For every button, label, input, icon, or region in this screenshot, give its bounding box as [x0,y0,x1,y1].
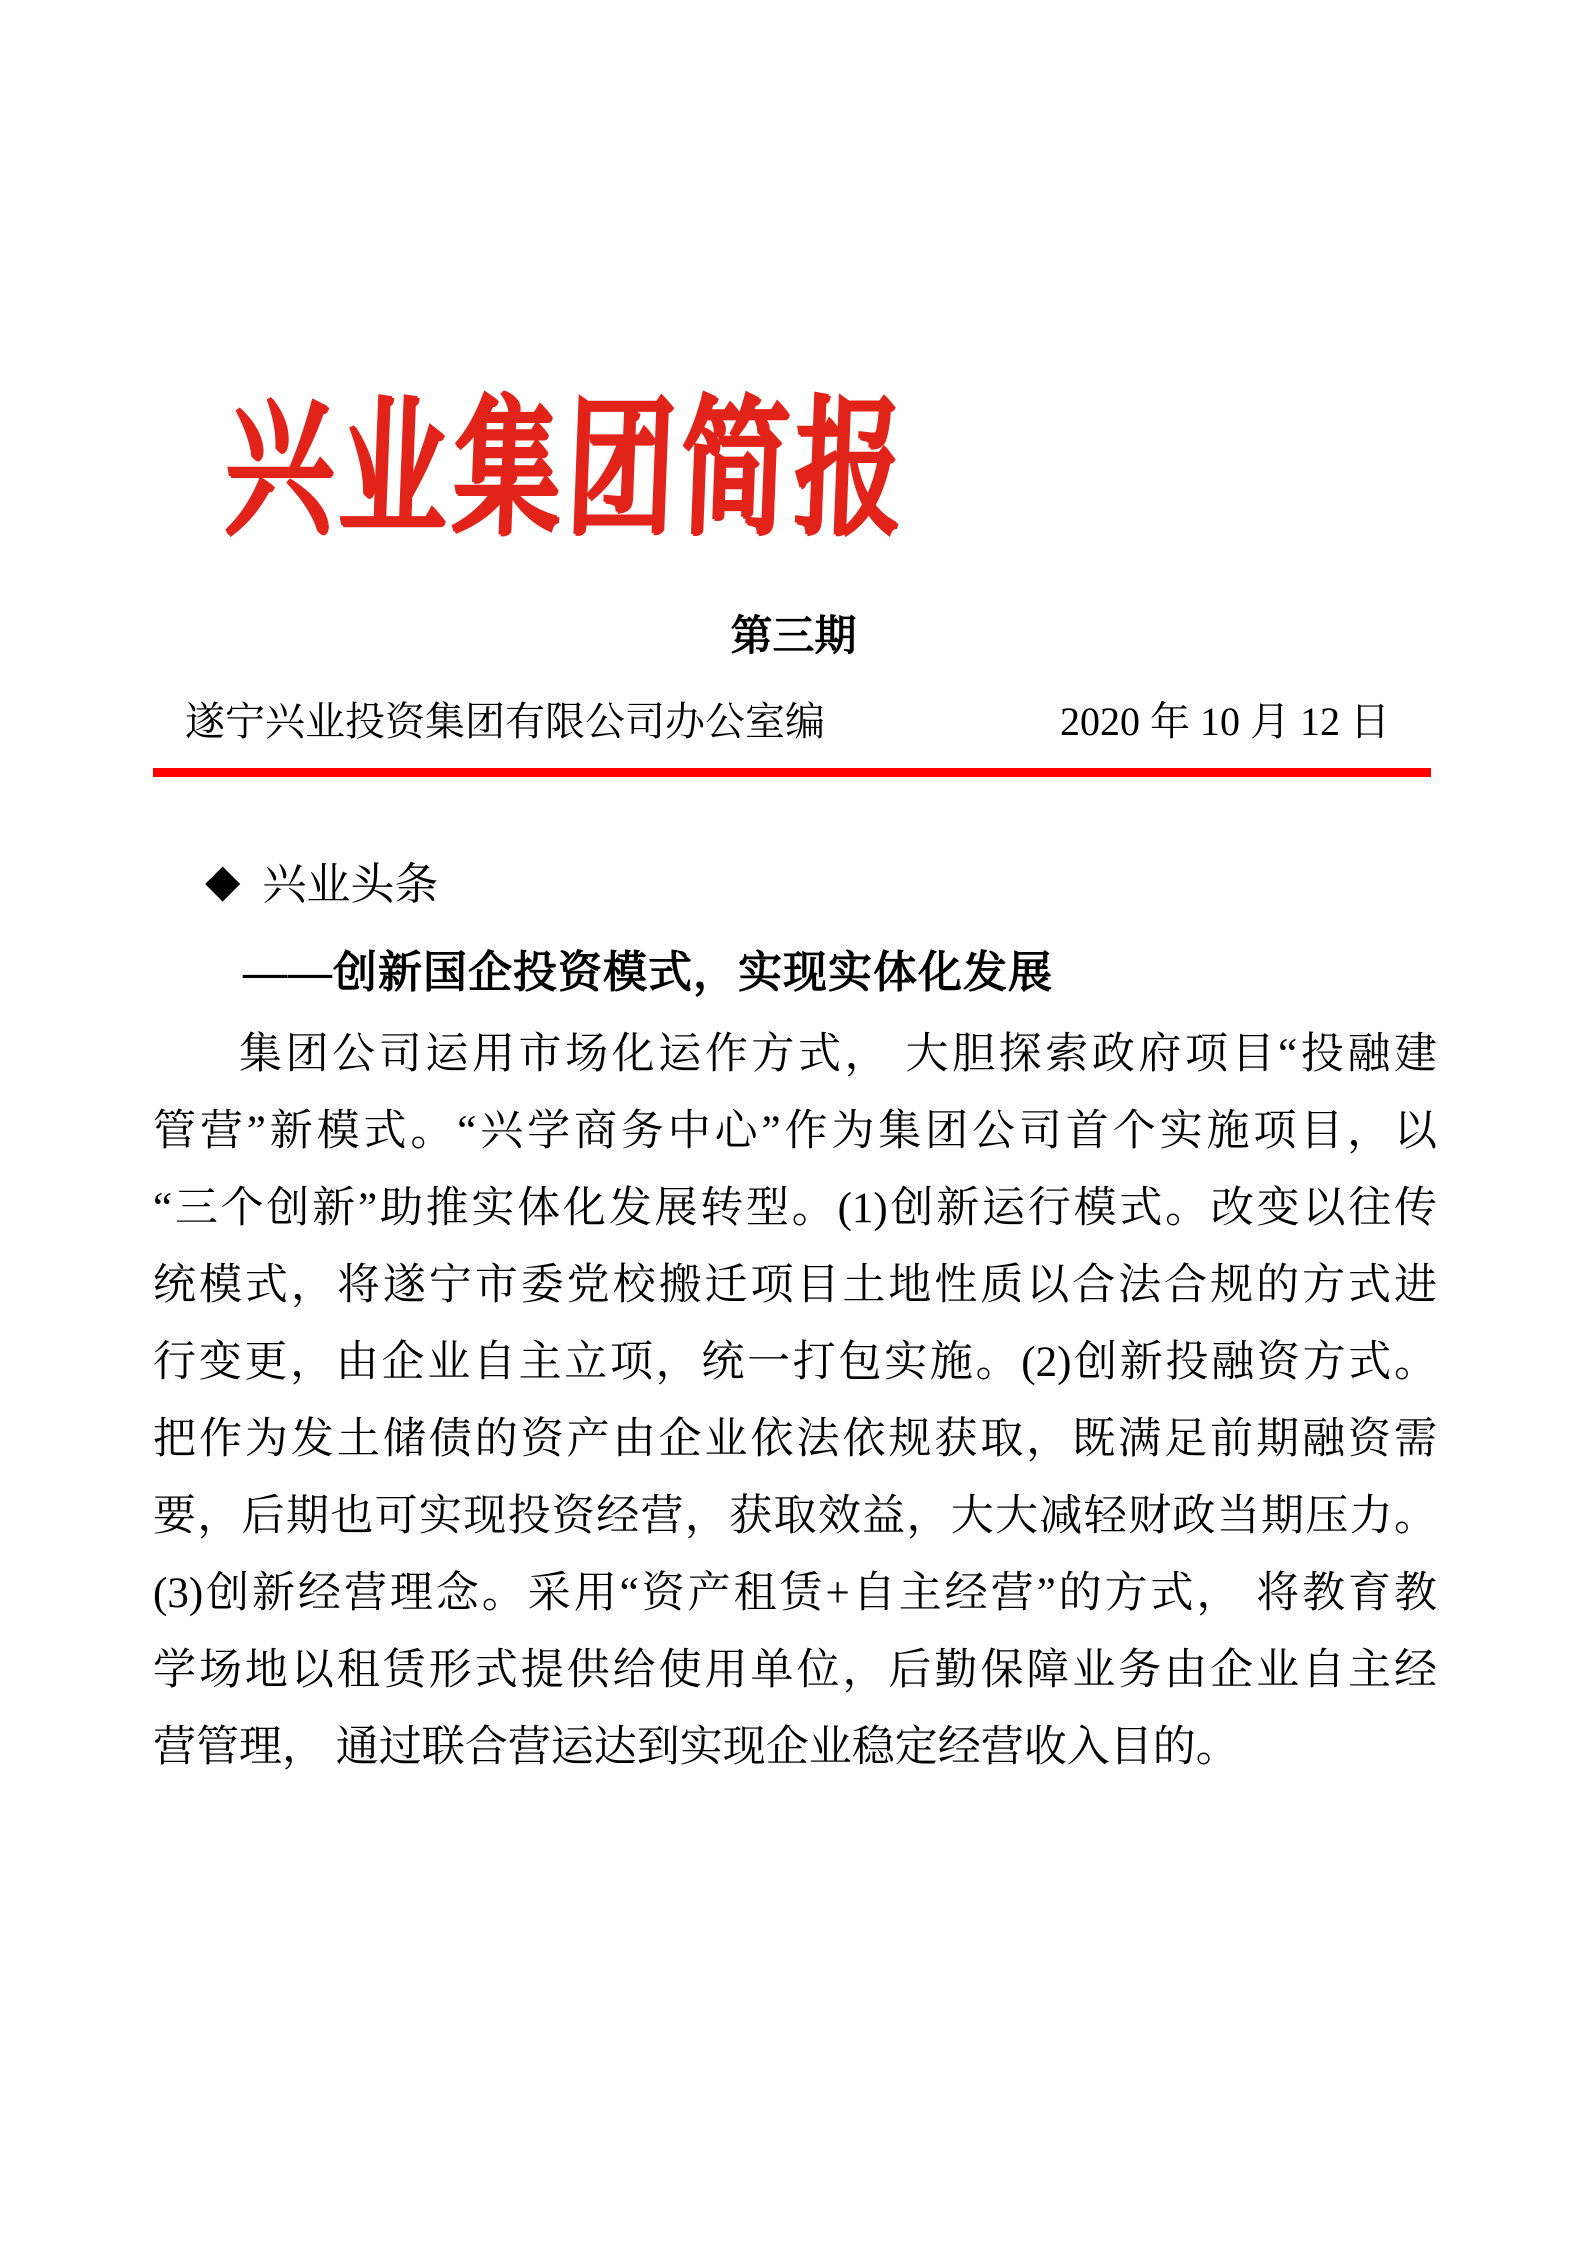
article-body [153,1016,1437,1786]
editor-credit: 遂宁兴业投资集团有限公司办公室编 [185,699,825,744]
body-line: 营管理， 通过联合营运达到实现企业稳定经营收入目的。 [153,1724,1239,1771]
byline-row [0,690,1587,747]
body-line: 统模式，将遂宁市委党校搬迁项目土地性质以合法合规的方式进 [153,1262,1437,1309]
body-line: 管营”新模式。“兴学商务中心”作为集团公司首个实施项目，以 [153,1108,1437,1155]
body-line: 学场地以租赁形式提供给使用单位，后勤保障业务由企业自主经 [153,1647,1437,1694]
body-line: 行变更，由企业自主立项，统一打包实施。(2)创新投融资方式。 [153,1339,1437,1386]
body-line: “三个创新”助推实体化发展转型。(1)创新运行模式。改变以往传 [153,1185,1437,1232]
section-title: 兴业头条 [262,860,439,909]
article-headline: ——创新国企投资模式，实现实体化发展 [243,948,1053,997]
diamond-bullet-icon: ◆ [205,854,241,906]
body-line: 把作为发土储债的资产由企业依法依规获取，既满足前期融资需 [153,1416,1437,1463]
red-divider [153,768,1431,777]
body-line: 集团公司运用市场化运作方式， 大胆探索政府项目“投融建 [239,1031,1437,1078]
masthead-title: 兴业集团简报 [221,387,911,553]
body-line: 要，后期也可实现投资经营，获取效益，大大减轻财政当期压力。 [153,1493,1437,1540]
section-header [205,848,438,912]
issue-date: 2020 年 10 月 12 日 [1060,699,1390,744]
body-line: (3)创新经营理念。采用“资产租赁+自主经营”的方式， 将教育教 [153,1570,1437,1617]
issue-label: 第三期 [730,612,857,659]
